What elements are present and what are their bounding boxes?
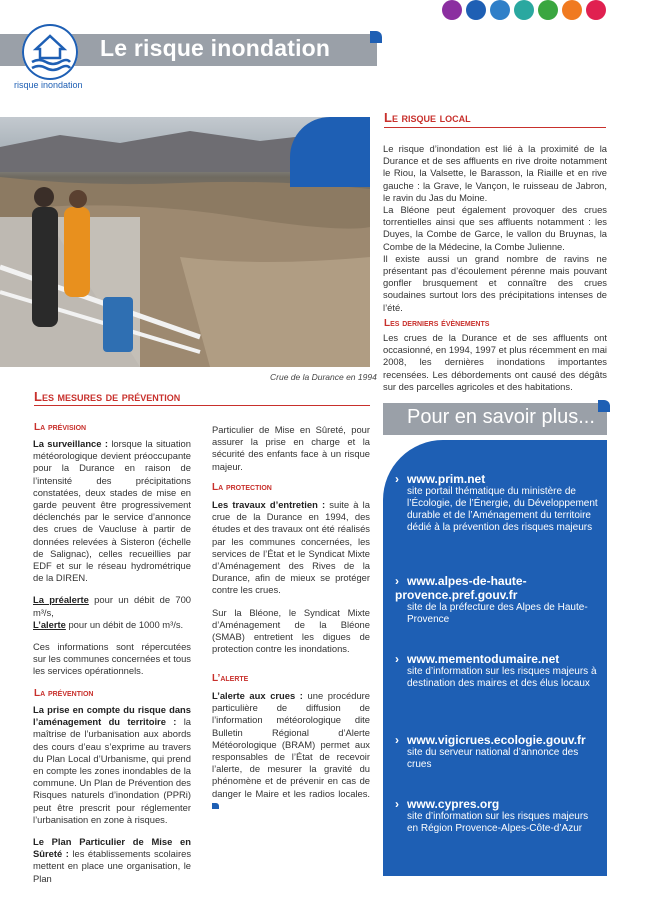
- corner-mark: [370, 31, 382, 43]
- prevision-heading: La prévision: [34, 422, 87, 433]
- paragraph: Sur la Bléone, le Syndicat Mixte d’Aménagement de la Bléone (SMAB) entretient les digues de protection contre les inondations.: [212, 606, 370, 655]
- end-mark-icon: [212, 803, 219, 809]
- photo-caption: Crue de la Durance en 1994: [270, 372, 377, 382]
- rule: [34, 405, 370, 406]
- arrow-icon: ›: [395, 574, 399, 588]
- derniers-body: Les crues de la Durance et de ses affluents ont occasionné, en 1994, 1997 et plus récemment en mai 2008, les dernières inondations importantes recensées. Les débordements ont causé des dégâts sur des parcelles agricoles et des habitations.: [383, 332, 607, 392]
- paragraph: Il existe aussi un grand nombre de ravins ne présentant pas d’écoulement pérenne mais pouvant gonfler brusquement et connaître des crues soudaines surtout lors des précipitations intenses de l’été.: [383, 252, 607, 313]
- text: suite à la crue de la Durance en 1994, des études et des travaux ont été réalisés par les communes concernées, les services de l’État et le Syndicat Mixte d’Aménagement des Rives de la Durance, afin de mieux se protéger contre les crues.: [212, 499, 370, 596]
- dot-orange: [562, 0, 582, 20]
- alerte-heading: L’alerte: [212, 673, 249, 684]
- link-url[interactable]: www.alpes-de-haute-provence.pref.gouv.fr: [395, 574, 527, 602]
- link-url[interactable]: www.cypres.org: [407, 797, 500, 811]
- link-item[interactable]: [395, 733, 600, 771]
- protection-heading: La protection: [212, 482, 272, 493]
- paragraph: Ces informations sont répercutées sur les communes concernées et tous les services opérationnels.: [33, 641, 191, 677]
- link-description: site portail thématique du ministère de l’Écologie, de l’Énergie, du Développement durable et de l’Aménagement du territoire dédié à la prévention des risques majeurs: [407, 486, 598, 533]
- text: les établissements scolaires mettent en place une organisation, le Plan: [33, 848, 192, 884]
- color-dots: [442, 0, 606, 20]
- link-url[interactable]: www.prim.net: [407, 472, 486, 486]
- text: la maîtrise de l’urbanisation aux abords des cours d’eau s’exprime au travers du Plan Local d’Urbanisme, qui prend en compte les zones inondables de la commune. Un Plan de Prévention des Risques naturels d’inondation (PPRi) peut être prescrit pour réglementer l’urbanisation en zone à risques.: [33, 716, 191, 825]
- protection-body: [212, 499, 370, 655]
- photo-blue-tab: [290, 117, 370, 187]
- bold-label: L’alerte: [33, 618, 66, 630]
- dot-blue: [490, 0, 510, 20]
- bold-label: L’alerte aux crues :: [212, 690, 303, 701]
- dot-purple: [442, 0, 462, 20]
- ppms-continuation: Particulier de Mise en Sûreté, pour assurer la prise en charge et la sécurité des enfants face à un risque majeur.: [212, 424, 370, 472]
- text: une procédure particulière de diffusion de l’information météorologique dite Bulletin Régional d’Alerte Météorologique (BRAM) permet aux responsables de l’État de recevoir l’alerte, de mesurer la gravité du phénomène et de prévenir en cas de danger le Maire et les radios locales.: [212, 690, 371, 799]
- dot-green: [538, 0, 558, 20]
- logo-caption: risque inondation: [14, 80, 83, 90]
- dot-navy: [466, 0, 486, 20]
- dot-teal: [514, 0, 534, 20]
- dot-pink: [586, 0, 606, 20]
- paragraph: La Bléone peut également provoquer des crues torrentielles ainsi que ses affluents notamment : les Duyes, la Combe de Garce, le vallon du Bruynas, la Combe de la Médecine, la Combe Julienne.: [383, 204, 607, 252]
- paragraph: [212, 499, 370, 597]
- link-item[interactable]: [395, 574, 600, 626]
- risque-local-body: [383, 143, 607, 314]
- bold-label: La surveillance :: [33, 438, 108, 449]
- arrow-icon: ›: [395, 797, 399, 811]
- link-url[interactable]: www.vigicrues.ecologie.gouv.fr: [407, 733, 586, 747]
- link-description: site du serveur national d’annonce des crues: [407, 747, 579, 770]
- paragraph: [33, 594, 191, 618]
- text: pour un débit de 1000 m³/s.: [68, 618, 184, 630]
- link-item[interactable]: [395, 472, 600, 534]
- prevision-body: [33, 438, 191, 678]
- prevention-heading: La prévention: [34, 688, 94, 699]
- prevention-body: [33, 704, 191, 885]
- link-description: site de la préfecture des Alpes de Haute-Provence: [407, 602, 588, 625]
- arrow-icon: ›: [395, 472, 399, 486]
- page-title: Le risque inondation: [100, 35, 331, 61]
- rule: [384, 127, 606, 128]
- link-item[interactable]: [395, 797, 600, 835]
- bold-label: Les travaux d’entretien :: [212, 499, 326, 510]
- derniers-heading: Les derniers évènements: [384, 318, 490, 329]
- paragraph: [33, 836, 191, 885]
- corner-mark: [598, 400, 610, 412]
- paragraph: [33, 438, 191, 584]
- bold-label: La préalerte: [33, 594, 89, 606]
- link-description: site d’information sur les risques majeurs à destination des maires et des élus locaux: [407, 666, 597, 689]
- arrow-icon: ›: [395, 652, 399, 666]
- bold-label: La prise en compte du risque dans l’aménagement du territoire :: [33, 704, 191, 728]
- text: pour un débit de 700 m³/s,: [33, 594, 191, 618]
- link-item[interactable]: [395, 652, 600, 690]
- alerte-body: [212, 690, 370, 812]
- mesures-heading: Les mesures de prévention: [34, 389, 181, 404]
- paragraph: [33, 619, 191, 631]
- bold-label: Le Plan Particulier de Mise en Sûreté :: [33, 836, 191, 860]
- link-url[interactable]: www.mementodumaire.net: [407, 652, 560, 666]
- flood-logo-icon: [22, 24, 78, 80]
- arrow-icon: ›: [395, 733, 399, 747]
- info-heading: Pour en savoir plus...: [407, 406, 595, 428]
- text: lorsque la situation météorologique devient préoccupante pour la Durance en raison de l’intensité des précipitations constatées, deux stades de mise en garde peuvent être progressivement déclenchés par le service d’annonce des crues de Vaucluse à partir de données relevées à Sisteron (échelle de Salignac), celles recueillies par EDF et sur le réseau hydrométrique de la DIREN.: [33, 438, 191, 584]
- risque-local-heading: Le risque local: [384, 110, 471, 125]
- paragraph: [33, 704, 191, 826]
- link-description: site d’information sur les risques majeurs en Région Provence-Alpes-Côte-d’Azur: [407, 811, 589, 834]
- paragraph: Le risque d’inondation est lié à la proximité de la Durance et de ses affluents en rive droite notamment le Riou, la Valsette, le Barasson, la Riaille et en rive gauche : la Grave, le Vançon, le ruisseau de Jabron, le ravin du Jas du Moine.: [383, 143, 607, 203]
